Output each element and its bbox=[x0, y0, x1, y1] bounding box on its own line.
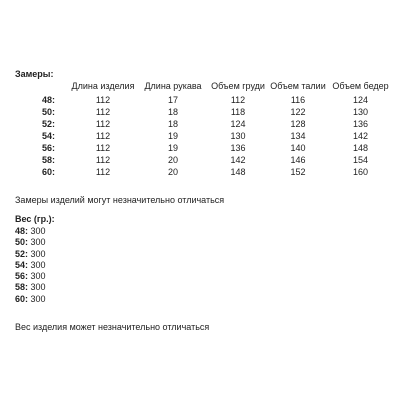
length-cell: 112 bbox=[95, 119, 111, 129]
weight-size: 50: bbox=[15, 237, 29, 248]
size-label: 56: bbox=[42, 143, 56, 153]
size-label: 50: bbox=[42, 107, 56, 117]
weight-size: 58: bbox=[15, 282, 29, 293]
chest-cell: 118 bbox=[230, 107, 246, 117]
size-label: 60: bbox=[42, 167, 56, 177]
chest-cell: 142 bbox=[230, 155, 246, 165]
header-waist: Объем талии bbox=[270, 81, 326, 91]
weight-size: 60: bbox=[15, 293, 29, 304]
waist-cell: 146 bbox=[290, 155, 306, 165]
size-label: 58: bbox=[42, 155, 56, 165]
weight-value: 300 bbox=[30, 259, 46, 270]
hips-cell: 148 bbox=[352, 143, 369, 153]
weight-value: 300 bbox=[30, 293, 46, 304]
header-corner bbox=[42, 81, 68, 94]
weight-size: 56: bbox=[15, 271, 29, 282]
header-length: Длина изделия bbox=[71, 81, 135, 91]
length-cell: 112 bbox=[95, 143, 111, 153]
length-cell: 112 bbox=[95, 95, 111, 105]
weight-value: 300 bbox=[30, 226, 46, 236]
weight-size: 52: bbox=[15, 248, 29, 259]
table-row bbox=[42, 154, 393, 166]
hips-cell: 124 bbox=[352, 95, 369, 105]
waist-cell: 134 bbox=[290, 131, 306, 141]
hips-cell: 154 bbox=[352, 155, 369, 165]
table-row bbox=[42, 166, 393, 178]
waist-cell: 116 bbox=[290, 95, 306, 105]
sleeve-cell: 18 bbox=[167, 107, 178, 117]
sleeve-cell: 19 bbox=[167, 131, 178, 141]
length-cell: 112 bbox=[95, 131, 111, 141]
list-item bbox=[15, 260, 46, 271]
sleeve-cell: 20 bbox=[167, 167, 178, 177]
table-row bbox=[42, 94, 393, 106]
weight-note: Вес изделия может незначительно отличаться bbox=[15, 322, 210, 332]
table-row bbox=[42, 142, 393, 154]
list-item bbox=[15, 237, 46, 248]
length-cell: 112 bbox=[95, 107, 111, 117]
chest-cell: 130 bbox=[230, 131, 246, 141]
weight-value: 300 bbox=[30, 248, 46, 259]
table-row bbox=[42, 106, 393, 118]
measurements-title: Замеры: bbox=[15, 69, 54, 79]
size-label: 54: bbox=[42, 131, 56, 141]
sleeve-cell: 18 bbox=[167, 119, 178, 129]
waist-cell: 152 bbox=[290, 167, 306, 177]
waist-cell: 122 bbox=[290, 107, 306, 117]
weight-value: 300 bbox=[30, 237, 46, 248]
hips-cell: 130 bbox=[352, 107, 369, 117]
size-label: 52: bbox=[42, 119, 56, 129]
list-item bbox=[15, 271, 46, 282]
chest-cell: 112 bbox=[230, 95, 246, 105]
hips-cell: 136 bbox=[352, 119, 369, 129]
length-cell: 112 bbox=[95, 155, 111, 165]
weight-value: 300 bbox=[30, 271, 46, 282]
measurements-note: Замеры изделий могут незначительно отличаться bbox=[15, 195, 225, 205]
chest-cell: 124 bbox=[230, 119, 246, 129]
measurements-header-row bbox=[42, 81, 393, 94]
measurements-table bbox=[42, 81, 393, 178]
waist-cell: 140 bbox=[290, 143, 306, 153]
table-row bbox=[42, 130, 393, 142]
weight-value: 300 bbox=[30, 282, 46, 293]
sleeve-cell: 20 bbox=[167, 155, 178, 165]
header-hips: Объем бедер bbox=[332, 81, 389, 91]
weight-title: Вес (гр.): bbox=[15, 214, 55, 224]
chest-cell: 148 bbox=[230, 167, 246, 177]
size-label: 48: bbox=[42, 95, 56, 105]
list-item bbox=[15, 294, 46, 305]
table-row bbox=[42, 118, 393, 130]
sleeve-cell: 17 bbox=[167, 95, 178, 105]
header-sleeve: Длина рукава bbox=[144, 81, 202, 91]
sleeve-cell: 19 bbox=[167, 143, 178, 153]
weight-size: 48: bbox=[15, 226, 29, 236]
list-item bbox=[15, 282, 46, 293]
chest-cell: 136 bbox=[230, 143, 246, 153]
list-item bbox=[15, 249, 46, 260]
length-cell: 112 bbox=[95, 167, 111, 177]
header-chest: Объем груди bbox=[211, 81, 265, 91]
hips-cell: 160 bbox=[352, 167, 369, 177]
weight-size: 54: bbox=[15, 259, 29, 270]
weight-list bbox=[15, 226, 46, 305]
list-item bbox=[15, 226, 46, 237]
waist-cell: 128 bbox=[290, 119, 306, 129]
hips-cell: 142 bbox=[352, 131, 369, 141]
